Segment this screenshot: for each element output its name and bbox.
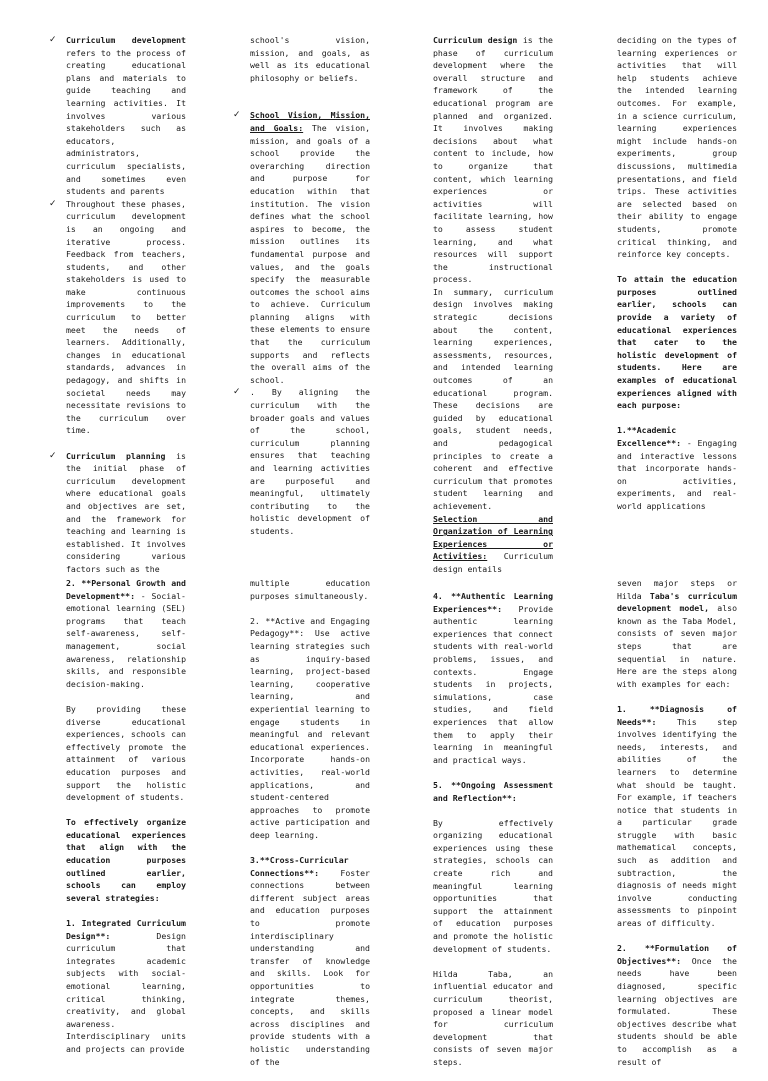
paragraph: multiple education purposes simultaneously. [250, 578, 370, 601]
page2-column-2 [250, 577, 370, 1081]
term-taba-model: Taba's curriculum development model, [617, 590, 737, 614]
paragraph: ✓ Throughout these phases, curriculum development is an ongoing and iterative process. Feedback from teachers, students, and other stakeholders is used to make continuous improvements to the curriculum to better meet the needs of learners. Additionally, changes in educational standards, advances in pedagogy, and shifts in societal needs may necessitate revisions to the curriculum over time. [66, 198, 186, 437]
paragraph: ✓ . By aligning the curriculum with the broader goals and values of the school, curriculum planning ensures that teaching and learning activities are purposeful and meaningful, ultimately contributing to the holistic development of students. [250, 386, 370, 537]
paragraph [433, 590, 553, 766]
paragraph-text: Design curriculum that integrates academic subjects with social-emotional learning, critical thinking, creativity, and global awareness. Interdisciplinary units and projects can provide [66, 930, 186, 1054]
paragraph [617, 273, 737, 412]
paragraph-text: This step involves identifying the needs, interests, and abilities of the learners to determine what should be taught. For example, if teachers notice that students in a particular grade struggle with basic mathematical concepts, such as addition and subtraction, the diagnosis of needs might involve conducting assessments to pinpoint areas of difficulty. [617, 716, 737, 929]
page2-column-1 [66, 577, 186, 1068]
page1-column-4 [617, 34, 737, 525]
paragraph [433, 779, 553, 804]
paragraph [250, 109, 370, 386]
paragraph: school's vision, mission, and goals, as well as its educational philosophy or beliefs. [250, 35, 370, 83]
paragraph: Hilda Taba, an influential educator and curriculum theorist, proposed a linear model for curriculum development that consists of seven major steps. [433, 968, 553, 1067]
term-curriculum-development: Curriculum development [66, 35, 186, 45]
paragraph [66, 450, 186, 576]
paragraph [617, 942, 737, 1068]
paragraph-text: Foster connections between different subject areas and education purposes to promote interdisciplinary understanding and transfer of knowledge and skills. Look for opportunities to integrate themes, concepts, and skills across disciplines and provide students with a holistic understanding of the [250, 867, 370, 1067]
paragraph-text: is the initial phase of curriculum development where educational goals and objectives are set, and the framework for teaching and learning is established. It involves considering various factors such as the [66, 450, 186, 574]
paragraph: By providing these diverse educational experiences, schools can effectively promote the attainment of various education purposes and support the holistic development of students. [66, 703, 186, 803]
paragraph: By effectively organizing educational experiences using these strategies, schools can create rich and meaningful learning opportunities that support the attainment of education purposes and promote the holistic development of students. [433, 817, 553, 954]
page2-column-4 [617, 577, 737, 1081]
term-curriculum-design: Curriculum design [433, 35, 518, 45]
paragraph: 2. **Active and Engaging Pedagogy**: Use active learning strategies such as inquiry-based learning, project-based learning, cooperative learning, and experiential learning to engage students in meaningful and relevant educational experiences. Incorporate hands-on activities, real-world applications, and student-centered approaches to promote active participation and deep learning. [250, 615, 370, 840]
paragraph-text: Provide authentic learning experiences that connect students with real-world problems, issues, and contexts. Engage students in projects, simulations, case studies, and field experiences that allow them to apply their learning in meaningful and practical ways. [433, 603, 553, 765]
heading-cross-curricular: 3.**Cross-Curricular Connections**: [250, 855, 349, 878]
paragraph [66, 816, 186, 904]
paragraph [617, 703, 737, 930]
paragraph: In summary, curriculum design involves making strategic decisions about the content, learning experiences, assessments, resources, and intended learning outcomes of an educational program. These decisions are guided by educational goals, student needs, and pedagogical principles to create a coherent and effective curriculum that promotes student learning and achievement. [433, 286, 553, 511]
heading-academic-excellence: 1.**Academic Excellence**: [617, 425, 682, 448]
bold-text: To effectively organize educational experiences that align with the education purposes outlined earlier, schools can employ several strategies: [66, 817, 186, 903]
bold-text: To attain the education purposes outlined earlier, schools can provide a variety of educational experiences that cater to the holistic development of students. Here are examples of educational experiences aligned with each purpose: [617, 274, 737, 411]
paragraph [433, 513, 553, 576]
paragraph [617, 577, 737, 690]
term-selection-organization: Selection and Organization of Learning Experiences or Activities: [433, 513, 553, 562]
heading-diagnosis-of-needs: 1. **Diagnosis of Needs**: [617, 703, 737, 727]
heading-formulation-of-objectives: 2. **Formulation of Objectives**: [617, 943, 737, 966]
paragraph-text: - Engaging and interactive lessons that incorporate hands-on activities, experiments, and real-world applications [617, 438, 737, 511]
paragraph-text: Curriculum design entails [433, 551, 553, 574]
heading-personal-growth: 2. **Personal Growth and Development**: [66, 578, 186, 601]
paragraph-text: The vision, mission, and goals of a school provide the overarching direction and purpose for education within that institution. The vision defines what the school aspires to become, the mission outlines its fundamental purpose and values, and the goals specify the measurable outcomes the school aims to achieve. Curriculum planning aligns with these elements to ensure that the curriculum supports and reflects the overall aims of the school. [250, 122, 371, 385]
paragraph-text: - Social-emotional learning (SEL) programs that teach self-awareness, self-management, social awareness, relationship skills, and responsible decision-making. [66, 590, 186, 689]
paragraph [66, 34, 186, 198]
page1-column-3 [433, 34, 553, 588]
paragraph [617, 424, 737, 512]
paragraph [66, 917, 186, 1056]
paragraph-text: also known as the Taba Model, consists of seven major steps that are sequential in nature. Here are the steps along with examples for each: [617, 603, 737, 689]
heading-ongoing-assessment: 5. **Ongoing Assessment and Reflection**: [433, 779, 553, 803]
page1-column-1 [66, 34, 186, 588]
term-curriculum-planning: Curriculum planning [66, 450, 166, 461]
paragraph [66, 577, 186, 690]
paragraph [250, 854, 370, 1068]
paragraph-text: refers to the process of creating educational plans and materials to guide teaching and learning activities. It involves various stakeholders such as educators, administrators, curriculum specialists, and sometimes even students and parents [66, 47, 186, 197]
paragraph-text: is the phase of curriculum development where the overall structure and framework of the educational program are planned and organized. It involves making decisions about what content to include, how to organize that content, which learning experiences or activities will facilitate learning, how to assess student learning, and what resources will support the instructional process. [433, 35, 553, 285]
page2-column-3 [433, 590, 553, 1081]
paragraph [433, 34, 553, 286]
heading-integrated-curriculum: 1. Integrated Curriculum Design**: [66, 918, 186, 941]
term-school-vision: School Vision, Mission, and Goals: [250, 110, 370, 133]
paragraph-text: seven major steps or Hilda [617, 578, 737, 601]
paragraph-text: Once the needs have been diagnosed, specific learning objectives are formulated. These objectives describe what students should be able to accomplish as a result of [617, 955, 737, 1067]
page1-column-2 [250, 34, 370, 550]
heading-authentic-learning: 4. **Authentic Learning Experiences**: [433, 591, 553, 614]
paragraph: deciding on the types of learning experiences or activities that will help students achieve the intended learning outcomes. For example, in a science curriculum, learning experiences might include hands-on experiments, group discussions, multimedia presentations, and field trips. These activities are selected based on their ability to engage students, promote critical thinking, and reinforce key concepts. [617, 35, 737, 260]
